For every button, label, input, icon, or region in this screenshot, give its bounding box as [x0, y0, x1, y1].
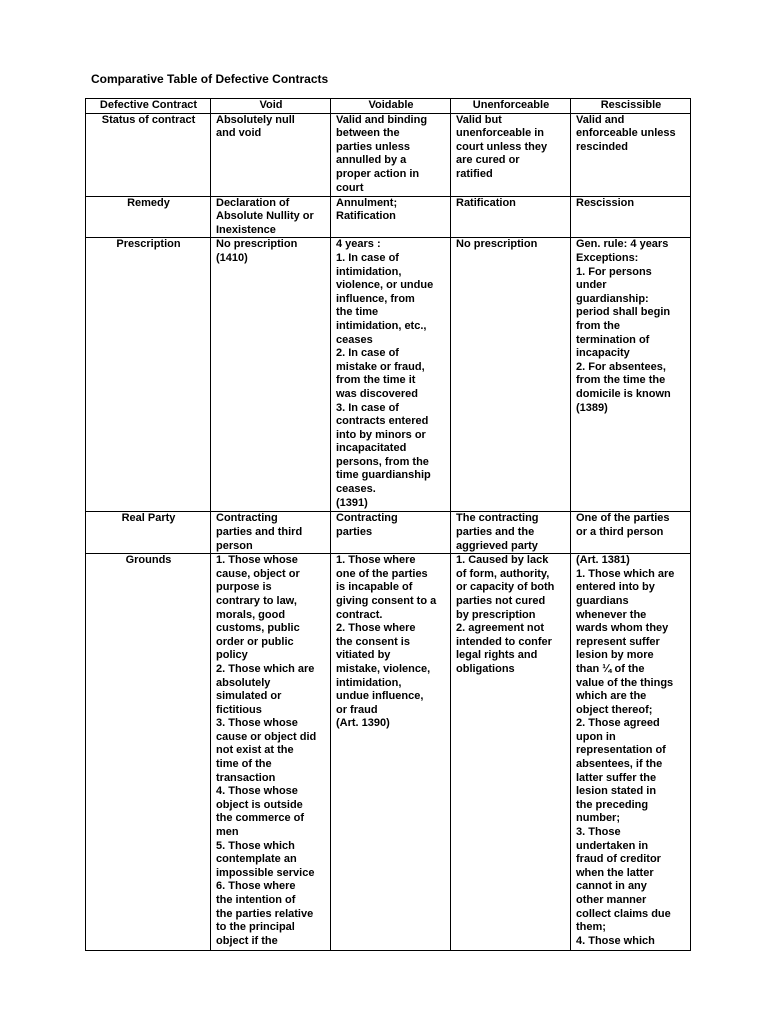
column-header-void: Void: [211, 99, 331, 114]
column-header-unenforceable: Unenforceable: [451, 99, 571, 114]
cell-rescissible-grounds: (Art. 1381) 1. Those which are entered into by guardians whenever the wards whom they represent suffer lesion by more than ¼ of the value of the things which are the object thereof; 2. Those agreed upon in representation of absentees, if the latter suffer the lesion stated in the preceding number; 3. Those undertaken in fraud of creditor when the latter cannot in any other manner collect claims due them; 4. Those which: [571, 554, 691, 951]
column-header-defective-contract: Defective Contract: [86, 99, 211, 114]
cell-unenforceable-grounds: 1. Caused by lack of form, authority, or capacity of both parties not cured by prescription 2. agreement not intended to confer legal rights and obligations: [451, 554, 571, 951]
cell-unenforceable-real-party: The contracting parties and the aggrieved party: [451, 512, 571, 554]
cell-voidable-remedy: Annulment; Ratification: [331, 196, 451, 238]
cell-unenforceable-prescription: No prescription: [451, 238, 571, 512]
cell-void-real-party: Contracting parties and third person: [211, 512, 331, 554]
cell-rescissible-real-party: One of the parties or a third person: [571, 512, 691, 554]
cell-rescissible-status: Valid and enforceable unless rescinded: [571, 113, 691, 196]
table-row-grounds: [86, 554, 691, 951]
cell-unenforceable-remedy: Ratification: [451, 196, 571, 238]
cell-void-remedy: Declaration of Absolute Nullity or Inexistence: [211, 196, 331, 238]
table-row-real-party: [86, 512, 691, 554]
cell-voidable-grounds: 1. Those where one of the parties is incapable of giving consent to a contract. 2. Those where the consent is vitiated by mistake, violence, intimidation, undue influence, or fraud (Art. 1390): [331, 554, 451, 951]
defective-contracts-table: [85, 98, 691, 951]
row-label-real-party: Real Party: [86, 512, 211, 554]
table-row-remedy: [86, 196, 691, 238]
cell-rescissible-remedy: Rescission: [571, 196, 691, 238]
cell-voidable-prescription: 4 years : 1. In case of intimidation, violence, or undue influence, from the time intimidation, etc., ceases 2. In case of mistake or fraud, from the time it was discovered 3. In case of contracts entered into by minors or incapacitated persons, from the time guardianship ceases. (1391): [331, 238, 451, 512]
row-label-grounds: Grounds: [86, 554, 211, 951]
column-header-voidable: Voidable: [331, 99, 451, 114]
cell-void-grounds: 1. Those whose cause, object or purpose is contrary to law, morals, good customs, public order or public policy 2. Those which are absolutely simulated or fictitious 3. Those whose cause or object did not exist at the time of the transaction 4. Those whose object is outside the commerce of men 5. Those which contemplate an impossible service 6. Those where the intention of the parties relative to the principal object if the: [211, 554, 331, 951]
cell-void-prescription: No prescription (1410): [211, 238, 331, 512]
table-header-row: [86, 99, 691, 114]
document-title: Comparative Table of Defective Contracts: [91, 72, 329, 86]
row-label-status-of-contract: Status of contract: [86, 113, 211, 196]
row-label-prescription: Prescription: [86, 238, 211, 512]
column-header-rescissible: Rescissible: [571, 99, 691, 114]
row-label-remedy: Remedy: [86, 196, 211, 238]
cell-voidable-real-party: Contracting parties: [331, 512, 451, 554]
table-row-status-of-contract: [86, 113, 691, 196]
cell-rescissible-prescription: Gen. rule: 4 years Exceptions: 1. For persons under guardianship: period shall begin from the termination of incapacity 2. For absentees, from the time the domicile is known (1389): [571, 238, 691, 512]
cell-voidable-status: Valid and binding between the parties unless annulled by a proper action in court: [331, 113, 451, 196]
cell-void-status: Absolutely null and void: [211, 113, 331, 196]
table-row-prescription: [86, 238, 691, 512]
cell-unenforceable-status: Valid but unenforceable in court unless they are cured or ratified: [451, 113, 571, 196]
